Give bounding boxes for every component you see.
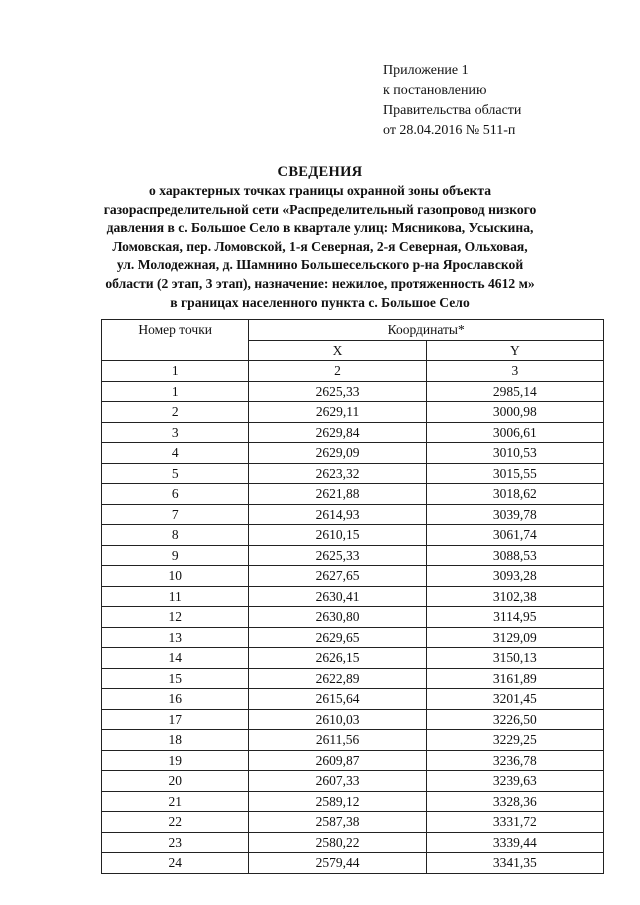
header-x: X [249,340,426,361]
point-number-cell: 4 [102,443,249,464]
x-coordinate-cell: 2579,44 [249,853,426,874]
table-row [102,730,604,751]
point-number-cell: 9 [102,545,249,566]
point-number-cell: 8 [102,525,249,546]
table-row [102,648,604,669]
x-coordinate-cell: 2621,88 [249,484,426,505]
table-row [102,689,604,710]
y-coordinate-cell: 3341,35 [426,853,603,874]
coordinates-table-body [102,320,604,874]
appendix-line: Правительства области [383,103,522,118]
heading-line: давления в с. Большое Село в квартале улиц: Мясникова, Усыскина, [106,220,534,236]
table-row [102,771,604,792]
y-coordinate-cell: 3093,28 [426,566,603,587]
x-coordinate-cell: 2587,38 [249,812,426,833]
y-coordinate-cell: 3015,55 [426,463,603,484]
point-number-cell: 23 [102,832,249,853]
coordinates-table [101,319,604,874]
y-coordinate-cell: 3339,44 [426,832,603,853]
column-number-row [102,361,604,382]
x-coordinate-cell: 2611,56 [249,730,426,751]
x-coordinate-cell: 2629,11 [249,402,426,423]
y-coordinate-cell: 3239,63 [426,771,603,792]
x-coordinate-cell: 2609,87 [249,750,426,771]
point-number-cell: 1 [102,381,249,402]
point-number-cell: 6 [102,484,249,505]
point-number-cell: 18 [102,730,249,751]
y-coordinate-cell: 3010,53 [426,443,603,464]
x-coordinate-cell: 2629,65 [249,627,426,648]
header-coordinates: Координаты* [249,320,604,341]
heading-line: области (2 этап, 3 этап), назначение: нежилое, протяженность 4612 м» [105,275,535,291]
y-coordinate-cell: 3006,61 [426,422,603,443]
table-row [102,791,604,812]
x-coordinate-cell: 2630,80 [249,607,426,628]
y-coordinate-cell: 3226,50 [426,709,603,730]
y-coordinate-cell: 3201,45 [426,689,603,710]
appendix-note [383,61,521,141]
heading-line: в границах населенного пункта с. Большое Село [170,294,470,310]
header-y: Y [426,340,603,361]
column-number-cell: 3 [426,361,603,382]
y-coordinate-cell: 3236,78 [426,750,603,771]
point-number-cell: 3 [102,422,249,443]
x-coordinate-cell: 2625,33 [249,381,426,402]
document-heading [40,163,600,312]
table-row [102,709,604,730]
table-row [102,566,604,587]
heading-line: ул. Молодежная, д. Шамнино Большесельского р-на Ярославской [116,257,524,273]
document-title: СВЕДЕНИЯ [277,164,363,180]
appendix-line: от 28.04.2016 № 511-п [383,123,516,138]
table-row [102,463,604,484]
y-coordinate-cell: 3102,38 [426,586,603,607]
table-row [102,525,604,546]
heading-line: Ломовская, пер. Ломовской, 1-я Северная, 2-я Северная, Ольховая, [112,238,528,254]
point-number-cell: 19 [102,750,249,771]
y-coordinate-cell: 3018,62 [426,484,603,505]
y-coordinate-cell: 3331,72 [426,812,603,833]
table-row [102,853,604,874]
x-coordinate-cell: 2614,93 [249,504,426,525]
x-coordinate-cell: 2623,32 [249,463,426,484]
y-coordinate-cell: 3129,09 [426,627,603,648]
point-number-cell: 21 [102,791,249,812]
point-number-cell: 13 [102,627,249,648]
point-number-cell: 7 [102,504,249,525]
point-number-cell: 22 [102,812,249,833]
x-coordinate-cell: 2629,09 [249,443,426,464]
table-row [102,832,604,853]
point-number-cell: 12 [102,607,249,628]
table-row [102,607,604,628]
point-number-cell: 11 [102,586,249,607]
y-coordinate-cell: 3229,25 [426,730,603,751]
y-coordinate-cell: 3328,36 [426,791,603,812]
x-coordinate-cell: 2615,64 [249,689,426,710]
x-coordinate-cell: 2580,22 [249,832,426,853]
table-row [102,504,604,525]
x-coordinate-cell: 2629,84 [249,422,426,443]
point-number-cell: 2 [102,402,249,423]
point-number-cell: 14 [102,648,249,669]
y-coordinate-cell: 3039,78 [426,504,603,525]
y-coordinate-cell: 3061,74 [426,525,603,546]
header-point-number: Номер точки [102,320,249,361]
table-row [102,484,604,505]
table-row [102,381,604,402]
x-coordinate-cell: 2627,65 [249,566,426,587]
y-coordinate-cell: 3150,13 [426,648,603,669]
x-coordinate-cell: 2610,03 [249,709,426,730]
column-number-cell: 2 [249,361,426,382]
x-coordinate-cell: 2607,33 [249,771,426,792]
point-number-cell: 10 [102,566,249,587]
y-coordinate-cell: 3088,53 [426,545,603,566]
point-number-cell: 24 [102,853,249,874]
table-row [102,586,604,607]
table-row [102,443,604,464]
point-number-cell: 16 [102,689,249,710]
x-coordinate-cell: 2625,33 [249,545,426,566]
y-coordinate-cell: 3114,95 [426,607,603,628]
table-row [102,812,604,833]
heading-line: о характерных точках границы охранной зоны объекта [149,183,491,198]
column-number-cell: 1 [102,361,249,382]
x-coordinate-cell: 2622,89 [249,668,426,689]
table-row [102,545,604,566]
x-coordinate-cell: 2630,41 [249,586,426,607]
y-coordinate-cell: 3000,98 [426,402,603,423]
y-coordinate-cell: 3161,89 [426,668,603,689]
table-row [102,627,604,648]
point-number-cell: 5 [102,463,249,484]
point-number-cell: 15 [102,668,249,689]
table-row [102,750,604,771]
y-coordinate-cell: 2985,14 [426,381,603,402]
x-coordinate-cell: 2589,12 [249,791,426,812]
heading-line: газораспределительной сети «Распределительный газопровод низкого [103,201,537,217]
x-coordinate-cell: 2626,15 [249,648,426,669]
appendix-line: к постановлению [383,83,487,98]
appendix-line: Приложение 1 [383,63,469,78]
table-row [102,402,604,423]
x-coordinate-cell: 2610,15 [249,525,426,546]
point-number-cell: 17 [102,709,249,730]
table-header-row [102,320,604,341]
table-row [102,422,604,443]
point-number-cell: 20 [102,771,249,792]
table-row [102,668,604,689]
